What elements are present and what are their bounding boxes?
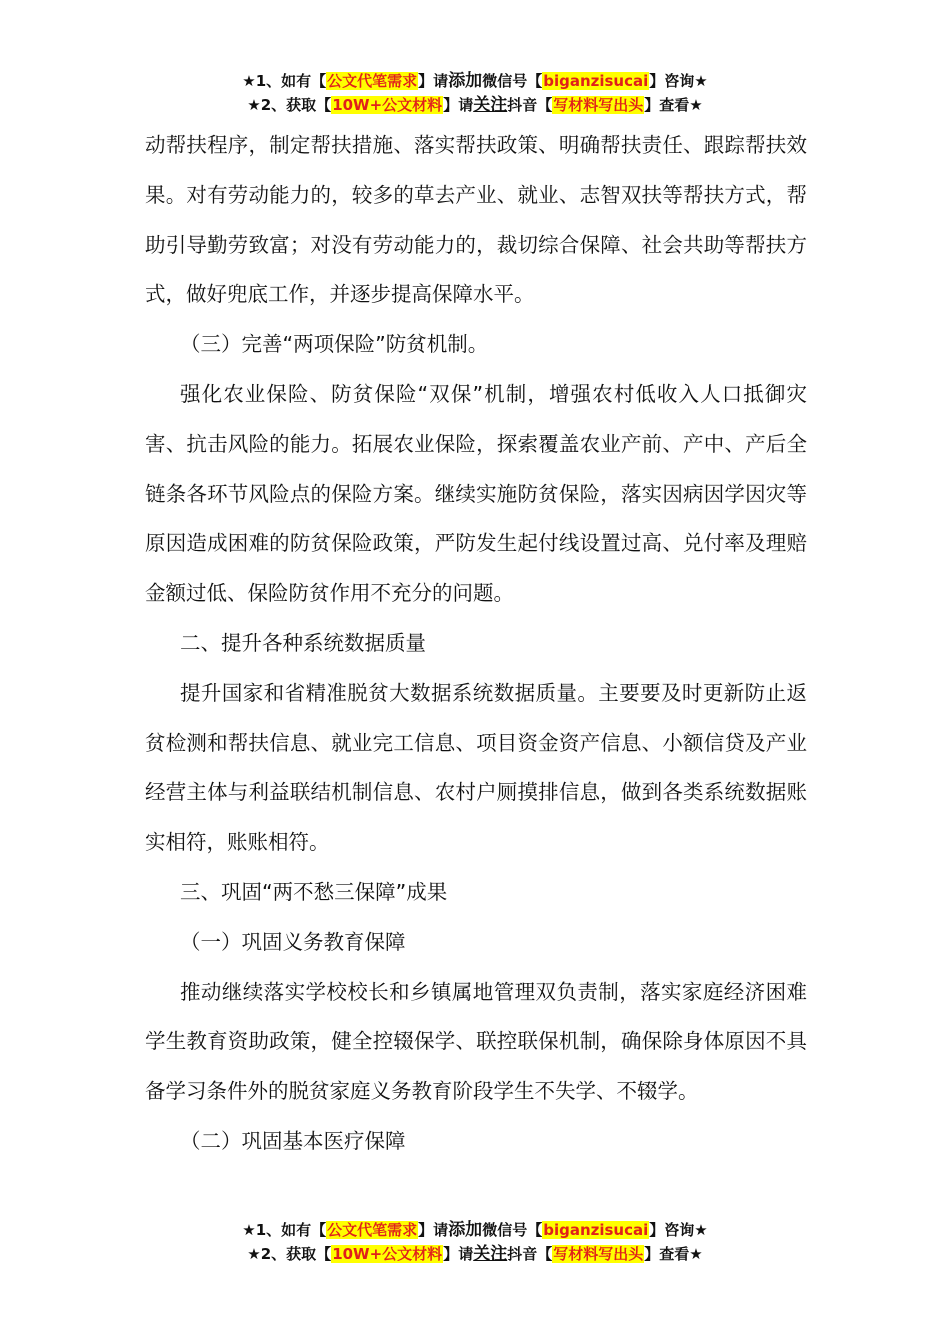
- banner-line-1: [0, 1218, 950, 1242]
- banner-text: 抖音【: [507, 96, 553, 114]
- banner-text: 】查看★: [644, 96, 703, 114]
- section-heading: （一）巩固义务教育保障: [180, 929, 406, 954]
- banner-line-1: [0, 69, 950, 93]
- section-heading: （二）巩固基本医疗保障: [180, 1128, 406, 1153]
- banner-line-2: [0, 93, 950, 117]
- paragraph: 动帮扶程序，制定帮扶措施、落实帮扶政策、明确帮扶责任、跟踪帮扶效果。对有劳动能力的，较多的草去产业、就业、志智双扶等帮扶方式，帮助引导勤劳致富；对没有劳动能力的，裁切综合保障、社会共助等帮扶方式，做好兜底工作，并逐步提高保障水平。: [145, 133, 807, 307]
- paragraph: 提升国家和省精准脱贫大数据系统数据质量。主要要及时更新防止返贫检测和帮扶信息、就业完工信息、项目资金资产信息、小额信贷及产业经营主体与利益联结机制信息、农村户厕摸排信息，做到各类系统数据账实相符，账账相符。: [145, 680, 807, 855]
- highlight-wechat-id: biganzisucai: [543, 72, 649, 90]
- banner-text: 】请: [443, 1245, 474, 1263]
- banner-text: ★1、如有【: [242, 72, 327, 90]
- document-body: [145, 121, 807, 1167]
- banner-text: 】咨询★: [649, 1221, 708, 1239]
- highlight-materials: 10W+公文材料: [332, 1245, 443, 1263]
- highlight-service: 公文代笔需求: [327, 72, 418, 90]
- paragraph: 推动继续落实学校校长和乡镇属地管理双负责制，落实家庭经济困难学生教育资助政策，健全控辍保学、联控联保机制，确保除身体原因不具备学习条件外的脱贫家庭义务教育阶段学生不失学、不辍学。: [145, 979, 807, 1104]
- highlight-service: 公文代笔需求: [327, 1221, 418, 1239]
- banner-text: 】请: [418, 1221, 449, 1239]
- banner-text: 】查看★: [644, 1245, 703, 1263]
- banner-emphasis: 添加: [448, 1220, 483, 1240]
- highlight-wechat-id: biganzisucai: [543, 1221, 649, 1239]
- section-heading: 三、巩固“两不愁三保障”成果: [180, 879, 448, 904]
- section-heading: 二、提升各种系统数据质量: [180, 630, 426, 655]
- banner-text: ★2、获取【: [247, 96, 332, 114]
- banner-text: 抖音【: [507, 1245, 553, 1263]
- banner-emphasis: 关注: [473, 95, 508, 115]
- banner-line-2: [0, 1242, 950, 1266]
- banner-text: 】咨询★: [649, 72, 708, 90]
- section-heading: （三）完善“两项保险”防贫机制。: [180, 332, 489, 357]
- banner-emphasis: 添加: [448, 71, 483, 91]
- banner-text: 微信号【: [482, 1221, 543, 1239]
- banner-text: 】请: [418, 72, 449, 90]
- header-banner: [0, 69, 950, 117]
- banner-emphasis: 关注: [473, 1244, 508, 1264]
- paragraph: 强化农业保险、防贫保险“双保”机制，增强农村低收入人口抵御灾害、抗击风险的能力。拓展农业保险，探索覆盖农业产前、产中、产后全链条各环节风险点的保险方案。继续实施防贫保险，落实因病因学因灾等原因造成困难的防贫保险政策，严防发生起付线设置过高、兑付率及理赔金额过低、保险防贫作用不充分的问题。: [145, 381, 807, 606]
- highlight-materials: 10W+公文材料: [332, 96, 443, 114]
- highlight-douyin: 写材料写出头: [553, 1245, 644, 1263]
- banner-text: 】请: [443, 96, 474, 114]
- banner-text: 微信号【: [482, 72, 543, 90]
- footer-banner: [0, 1218, 950, 1266]
- highlight-douyin: 写材料写出头: [553, 96, 644, 114]
- banner-text: ★1、如有【: [242, 1221, 327, 1239]
- banner-text: ★2、获取【: [247, 1245, 332, 1263]
